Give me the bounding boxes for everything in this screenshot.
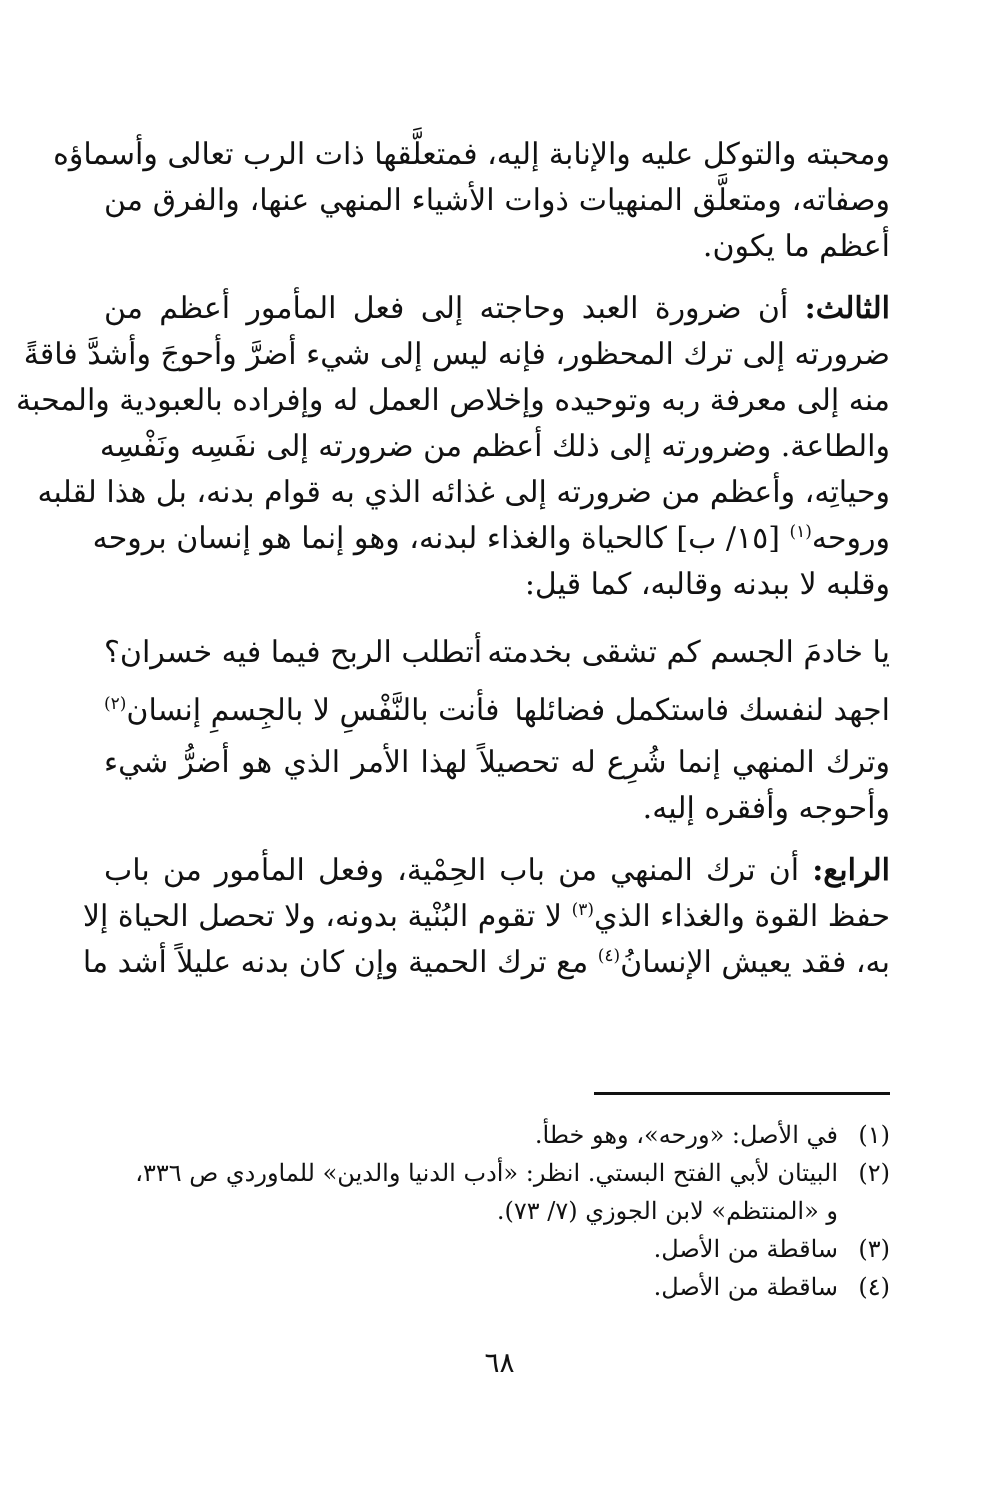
text-line (82, 940, 890, 986)
text-line: منه إلى معرفة ربه وتوحيده وإخلاص العمل له وإفراده بالعبودية والمحبة (15, 383, 890, 418)
footnote (104, 1268, 890, 1306)
footnote-number: (١) (858, 1121, 890, 1149)
footnote-text: ساقطة من الأصل. (653, 1235, 838, 1263)
footnote-marker: (٢) (104, 694, 127, 714)
paragraph-4 (82, 848, 890, 986)
footnote-number: (٢) (858, 1159, 890, 1187)
text-line: ضرورته إلى ترك المحظور، فإنه ليس إلى شيء أضرَّ وأحوجَ وأشدَّ فاقةً (23, 337, 890, 372)
text-line: وصفاته، ومتعلَّق المنهيات ذوات الأشياء المنهي عنها، والفرق من (104, 183, 890, 218)
paragraph-1 (53, 132, 890, 270)
text-run: به، فقد يعيش الإنسانُ (620, 945, 890, 980)
paragraph-2 (15, 286, 890, 608)
text-line: وحياتِه، وأعظم من ضرورته إلى غذائه الذي به قوام بدنه، بل هذا لقلبه (37, 475, 890, 510)
footnote (104, 1154, 890, 1230)
footnotes (104, 1116, 890, 1306)
poem (104, 624, 890, 740)
verse-first-hemistich: يا خادمَ الجسم كم تشقى بخدمته (487, 635, 890, 670)
text-line: وأحوجه وأفقره إليه. (642, 791, 890, 826)
text-line (104, 286, 890, 332)
footnote-body (104, 1154, 838, 1230)
text-run: حفظ القوة والغذاء الذي (593, 899, 890, 934)
paragraph-heading: الرابع: (812, 853, 890, 888)
text-line (92, 516, 890, 562)
main-text (15, 132, 890, 986)
text-line (82, 894, 890, 940)
text-line: أعظم ما يكون. (702, 229, 890, 264)
poem-verse (104, 624, 890, 682)
footnote-text: ساقطة من الأصل. (653, 1273, 838, 1301)
footnote-marker: (٤) (597, 946, 621, 966)
text-run: وروحه (811, 521, 890, 556)
footnote-marker: (١) (789, 522, 812, 542)
text-run: فأنت بالنَّفْسِ لا بالجِسمِ إنسان (126, 693, 500, 728)
footnote-text: البيتان لأبي الفتح البستي. انظر: «أدب الدنيا والدين» للماوردي ص ٣٣٦، (135, 1159, 838, 1187)
verse-first-hemistich: اجهد لنفسك فاستكمل فضائلها (514, 693, 890, 728)
text-run: أن ترك المنهي من باب الحِمْية، وفعل المأمور من باب (104, 853, 813, 888)
verse-second-hemistich (104, 682, 499, 740)
verse-second-hemistich: أتطلب الربح فيما فيه خسران؟ (104, 635, 483, 670)
footnote (104, 1230, 890, 1268)
paragraph-heading: الثالث: (804, 291, 890, 326)
footnote-marker: (٣) (571, 900, 594, 920)
text-run: لا تقوم البُنْية بدونه، ولا تحصل الحياة إلا (82, 899, 572, 934)
footnote-text-continued: و «المنتظم» لابن الجوزي (٧/ ٧٣). (496, 1197, 838, 1225)
page-number: ٦٨ (484, 1346, 515, 1379)
text-line: ومحبته والتوكل عليه والإنابة إليه، فمتعلَّقها ذات الرب تعالى وأسماؤه (53, 137, 890, 172)
text-line: وقلبه لا ببدنه وقالبه، كما قيل: (524, 567, 890, 602)
footnote-text: في الأصل: «ورحه»، وهو خطأ. (534, 1121, 838, 1149)
footnote (104, 1116, 890, 1154)
footnote-number: (٣) (858, 1235, 890, 1263)
text-line: وترك المنهي إنما شُرِع له تحصيلاً لهذا الأمر الذي هو أضرُّ شيء (104, 745, 890, 780)
text-run: مع ترك الحمية وإن كان بدنه عليلاً أشد ما (82, 945, 598, 980)
footnote-number: (٤) (858, 1273, 890, 1301)
footnote-separator (594, 1092, 890, 1095)
text-line (104, 848, 890, 894)
paragraph-3 (104, 740, 890, 832)
text-run: [١٥/ ب] كالحياة والغذاء لبدنه، وهو إنما هو إنسان بروحه (92, 521, 790, 556)
text-line: والطاعة. وضرورته إلى ذلك أعظم من ضرورته إلى نفَسِه ونَفْسِه (99, 429, 890, 464)
text-run: أن ضرورة العبد وحاجته إلى فعل المأمور أعظم من (104, 291, 805, 326)
poem-verse (104, 682, 890, 740)
